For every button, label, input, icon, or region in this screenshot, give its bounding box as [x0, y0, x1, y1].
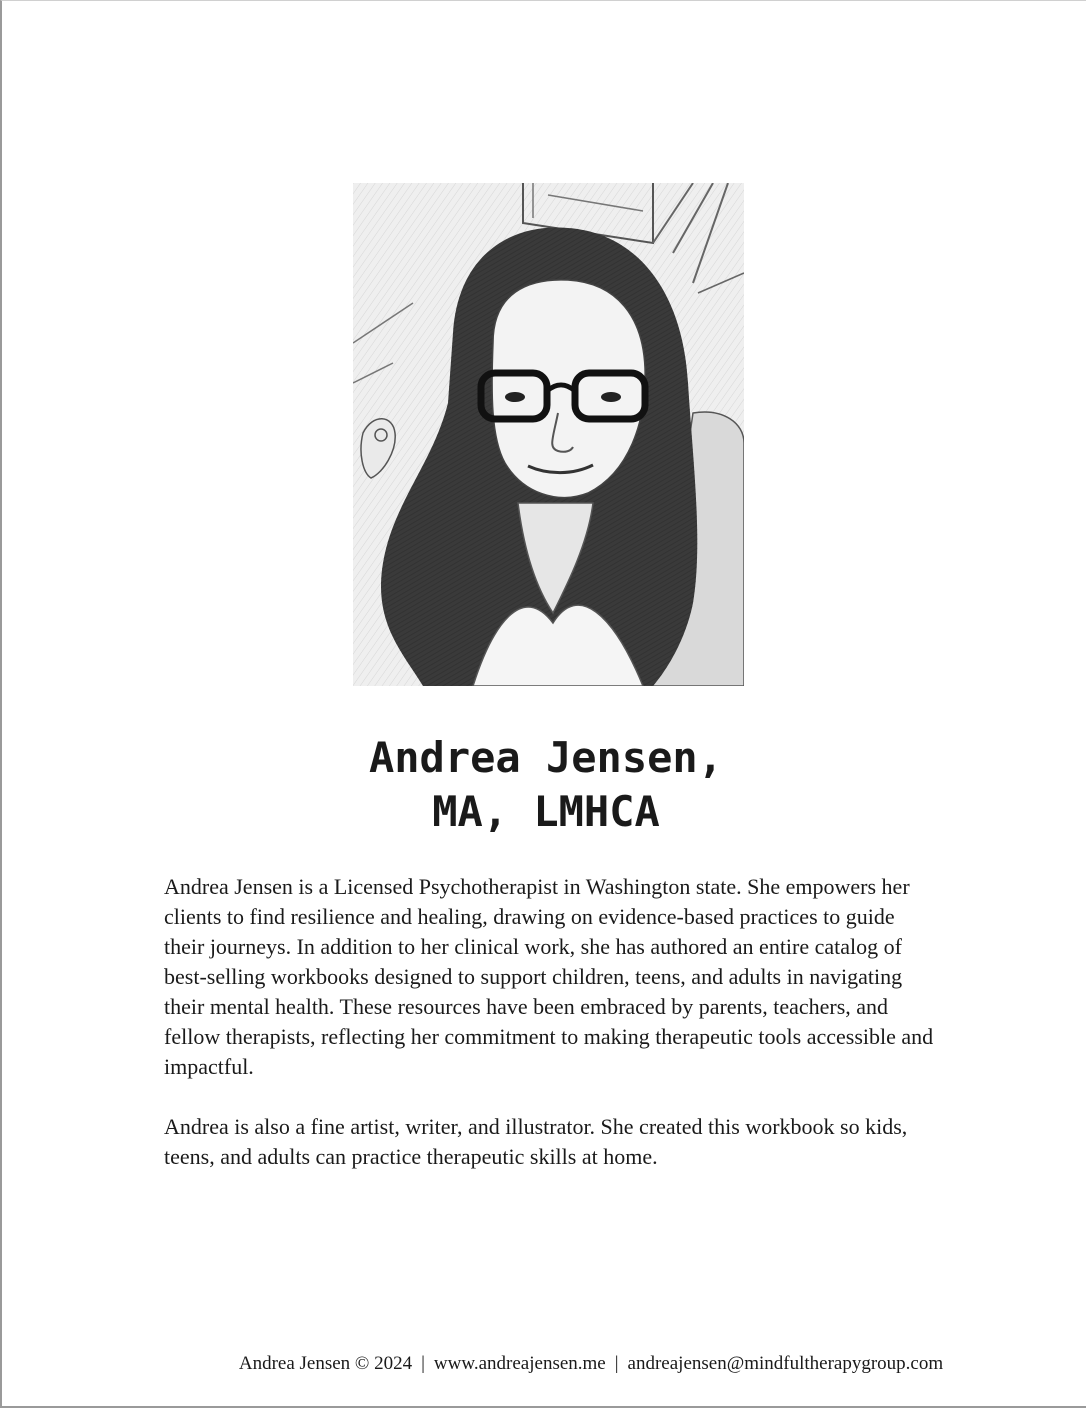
portrait-sketch-image — [353, 183, 744, 686]
footer-separator: | — [614, 1353, 619, 1374]
bio-paragraph-1: Andrea Jensen is a Licensed Psychotherapist in Washington state. She empowers her clients to find resilience and healing, drawing on evidence-based practices to guide their journeys. In addition to her clinical work, she has authored an entire catalog of best-selling workbooks designed to support children, teens, and adults in navigating their mental health. These resources have been embraced by parents, teachers, and fellow therapists, reflecting her commitment to making therapeutic tools accessible and impactful. — [164, 874, 934, 1079]
footer-email-link[interactable]: andreajensen@mindfultherapygroup.com — [627, 1353, 944, 1374]
footer-copyright: Andrea Jensen © 2024 — [238, 1353, 413, 1374]
author-name-heading — [2, 731, 1088, 839]
author-name-line: Andrea Jensen, — [368, 733, 723, 782]
page-footer — [2, 1353, 1088, 1375]
footer-separator: | — [421, 1353, 425, 1374]
author-bio — [164, 872, 934, 1202]
bio-paragraph-2: Andrea is also a fine artist, writer, and illustrator. She created this workbook so kids, teens, and adults can practice therapeutic skills at home. — [164, 1114, 908, 1169]
author-credentials-line: MA, LMHCA — [432, 787, 660, 836]
footer-website-link[interactable]: www.andreajensen.me — [433, 1353, 606, 1374]
